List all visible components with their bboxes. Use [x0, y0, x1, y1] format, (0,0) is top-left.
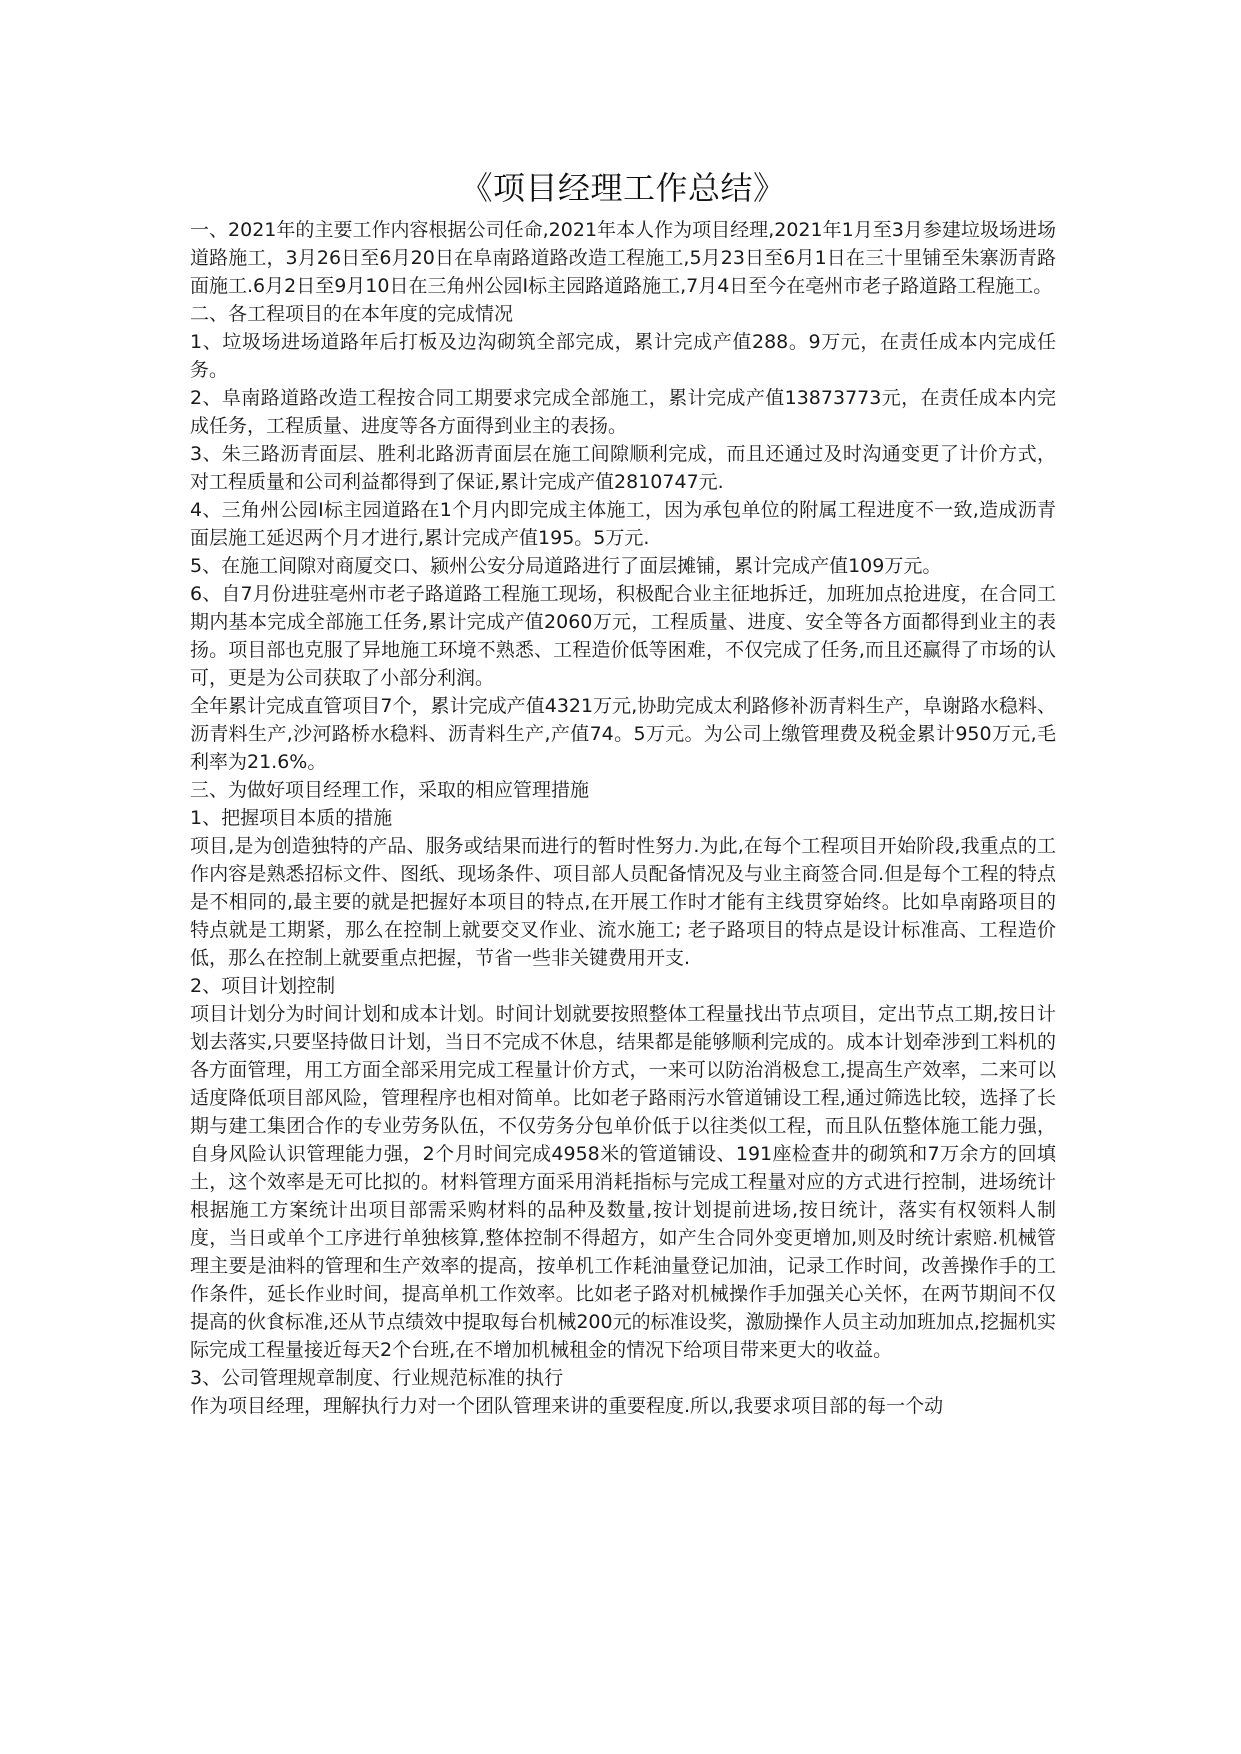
paragraph-plan-control: 项目计划分为时间计划和成本计划。时间计划就要按照整体工程量找出节点项目，定出节点工期,按日计划去落实,只要坚持做日计划，当日不完成不休息，结果都是能够顺利完成的。成本计划牵涉到工料机的各方面管理，用工方面全部采用完成工程量计价方式，一来可以防治消极怠工,提高生产效率，二来可以适度降低项目部风险，管理程序也相对简单。比如老子路雨污水管道铺设工程,通过筛选比较，选择了长期与建工集团合作的专业劳务队伍，不仅劳务分包单价低于以往类似工程，而且队伍整体施工能力强，自身风险认识管理能力强，2个月时间完成4958米的管道铺设、191座检查井的砌筑和7万余方的回填土，这个效率是无可比拟的。材料管理方面采用消耗指标与完成工程量对应的方式进行控制，进场统计根据施工方案统计出项目部需采购材料的品种及数量,按计划提前进场,按日统计，落实有权领料人制度，当日或单个工序进行单独核算,整体控制不得超方，如产生合同外变更增加,则及时统计索赔.机械管理主要是油料的管理和生产效率的提高，按单机工作耗油量登记加油，记录工作时间，改善操作手的工作条件，延长作业时间，提高单机工作效率。比如老子路对机械操作手加强关心关怀，在两节期间不仅提高的伙食标准,还从节点绩效中提取每台机械200元的标准设奖，激励操作人员主动加班加点,挖掘机实际完成工程量接近每天2个台班,在不增加机械租金的情况下给项目带来更大的收益。	[190, 1003, 1056, 1361]
paragraph-item-5: 5、在施工间隙对商厦交口、颍州公安分局道路进行了面层摊铺，累计完成产值109万元。	[190, 555, 942, 577]
subheading-1: 1、把握项目本质的措施	[190, 807, 393, 829]
document-body	[190, 160, 1056, 1420]
paragraph-item-2: 2、阜南路道路改造工程按合同工期要求完成全部施工，累计完成产值13873773元，在责任成本内完成任务，工程质量、进度等各方面得到业主的表扬。	[190, 387, 1056, 437]
paragraph-item-6: 6、自7月份进驻亳州市老子路道路工程施工现场，积极配合业主征地拆迁，加班加点抢进度，在合同工期内基本完成全部施工任务,累计完成产值2060万元，工程质量、进度、安全等各方面都得到业主的表扬。项目部也克服了异地施工环境不熟悉、工程造价低等困难，不仅完成了任务,而且还赢得了市场的认可，更是为公司获取了小部分利润。	[190, 583, 1056, 689]
paragraph-item-3: 3、朱三路沥青面层、胜利北路沥青面层在施工间隙顺利完成，而且还通过及时沟通变更了计价方式，对工程质量和公司利益都得到了保证,累计完成产值2810747元.	[190, 443, 1056, 493]
section-heading-3: 三、为做好项目经理工作，采取的相应管理措施	[190, 779, 590, 801]
section-heading-2: 二、各工程项目的在本年度的完成情况	[190, 303, 514, 325]
paragraph-annual-summary: 全年累计完成直管项目7个，累计完成产值4321万元,协助完成太利路修补沥青料生产，阜谢路水稳料、沥青料生产,沙河路桥水稳料、沥青料生产,产值74。5万元。为公司上缴管理费及税金累计950万元,毛利率为21.6%。	[190, 695, 1056, 773]
paragraph-execution: 作为项目经理，理解执行力对一个团队管理来讲的重要程度.所以,我要求项目部的每一个动	[190, 1395, 944, 1417]
paragraph-item-1: 1、垃圾场进场道路年后打板及边沟砌筑全部完成，累计完成产值288。9万元，在责任成本内完成任务。	[190, 331, 1056, 381]
subheading-2: 2、项目计划控制	[190, 975, 336, 997]
paragraph-project-essence: 项目,是为创造独特的产品、服务或结果而进行的暂时性努力.为此,在每个工程项目开始阶段,我重点的工作内容是熟悉招标文件、图纸、现场条件、项目部人员配备情况及与业主商签合同.但是每个工程的特点是不相同的,最主要的就是把握好本项目的特点,在开展工作时才能有主线贯穿始终。比如阜南路项目的特点就是工期紧，那么在控制上就要交叉作业、流水施工; 老子路项目的特点是设计标准高、工程造价低，那么在控制上就要重点把握，节省一些非关键费用开支.	[190, 835, 1056, 969]
document-title: 《项目经理工作总结》	[460, 169, 786, 207]
subheading-3: 3、公司管理规章制度、行业规范标准的执行	[190, 1367, 564, 1389]
paragraph-1: 一、2021年的主要工作内容根据公司任命,2021年本人作为项目经理,2021年1月至3月参建垃圾场进场道路施工，3月26日至6月20日在阜南路道路改造工程施工,5月23日至6月1日在三十里铺至朱寨沥青路面施工.6月2日至9月10日在三角州公园I标主园路道路施工,7月4日至今在亳州市老子路道路工程施工。	[190, 219, 1056, 297]
paragraph-item-4: 4、三角州公园I标主园道路在1个月内即完成主体施工，因为承包单位的附属工程进度不一致,造成沥青面层施工延迟两个月才进行,累计完成产值195。5万元.	[190, 499, 1056, 549]
